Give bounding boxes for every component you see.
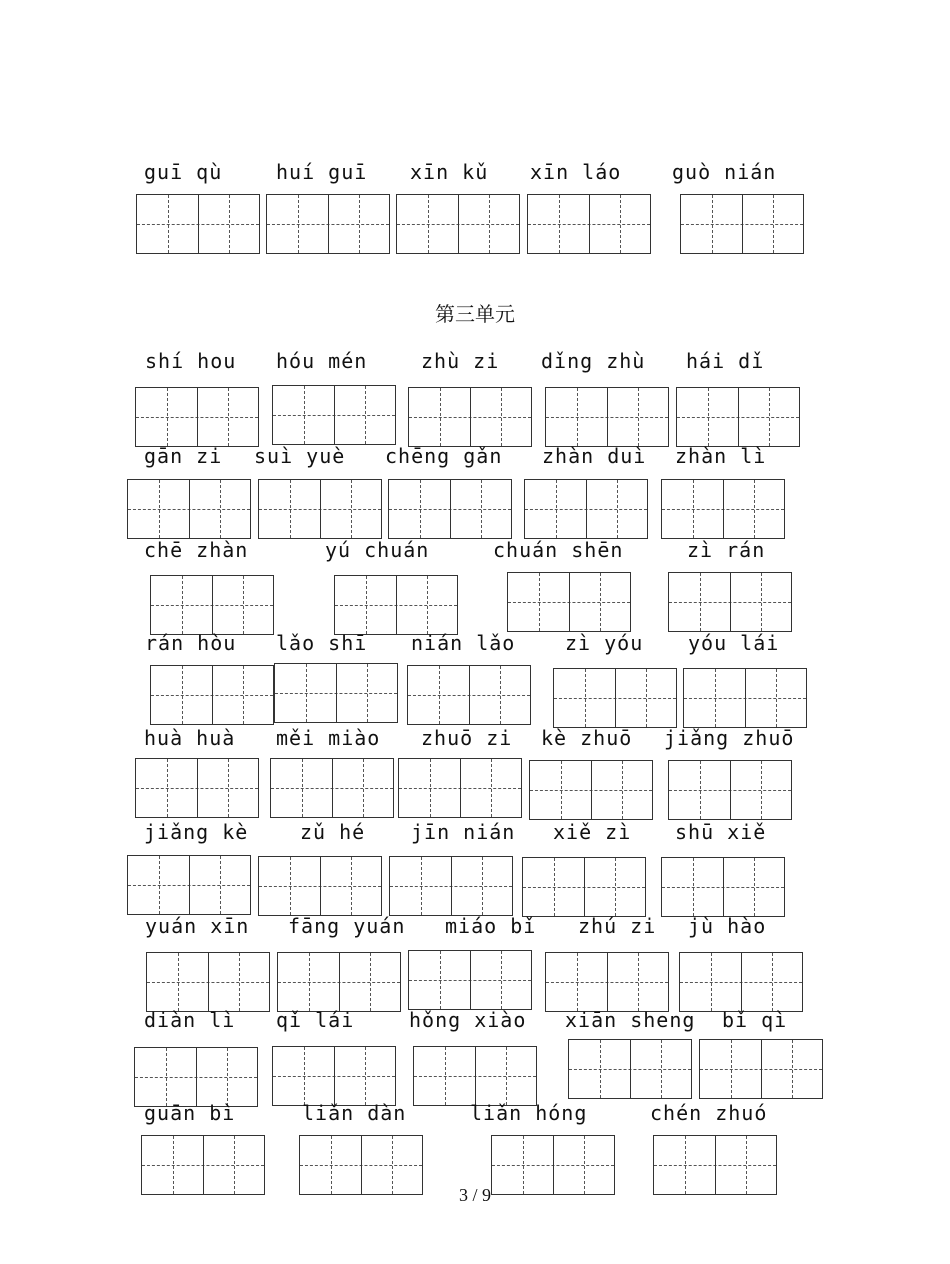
pinyin-label: zhuō zi <box>421 726 513 750</box>
writing-grid-box[interactable] <box>545 387 669 447</box>
writing-grid-box[interactable] <box>388 479 512 539</box>
pinyin-label: rán hòu <box>145 631 237 655</box>
writing-grid-box[interactable] <box>146 952 270 1012</box>
pinyin-label: gān zi <box>144 444 223 468</box>
pinyin-label: huí guī <box>276 160 368 184</box>
pinyin-label: yóu lái <box>688 631 780 655</box>
pinyin-label: hǒng xiào <box>409 1008 527 1032</box>
pinyin-label: xiě zì <box>553 820 632 844</box>
writing-grid-box[interactable] <box>334 575 458 635</box>
writing-grid-box[interactable] <box>272 385 396 445</box>
pinyin-label: fāng yuán <box>288 914 406 938</box>
pinyin-label: zhú zi <box>578 914 657 938</box>
pinyin-label: chén zhuó <box>650 1101 768 1125</box>
pinyin-label: dǐng zhù <box>541 349 646 373</box>
writing-grid-box[interactable] <box>679 952 803 1012</box>
writing-grid-box[interactable] <box>272 1046 396 1106</box>
writing-grid-box[interactable] <box>266 194 390 254</box>
unit-title: 第三单元 <box>435 302 515 326</box>
page-number: 3 / 9 <box>458 1185 491 1205</box>
writing-grid-box[interactable] <box>135 387 259 447</box>
writing-grid-box[interactable] <box>507 572 631 632</box>
pinyin-label: xīn kǔ <box>410 160 489 184</box>
writing-grid-box[interactable] <box>127 479 251 539</box>
pinyin-label: kè zhuō <box>541 726 633 750</box>
pinyin-label: huà huà <box>144 726 236 750</box>
pinyin-label: suì yuè <box>254 444 346 468</box>
writing-grid-box[interactable] <box>553 668 677 728</box>
writing-grid-box[interactable] <box>134 1047 258 1107</box>
writing-grid-box[interactable] <box>568 1039 692 1099</box>
writing-grid-box[interactable] <box>683 668 807 728</box>
writing-grid-box[interactable] <box>529 760 653 820</box>
pinyin-label: jiǎng zhuō <box>664 726 795 750</box>
writing-grid-box[interactable] <box>668 760 792 820</box>
pinyin-label: qǐ lái <box>276 1008 355 1032</box>
writing-grid-box[interactable] <box>545 952 669 1012</box>
pinyin-label: zì yóu <box>565 631 644 655</box>
pinyin-label: hái dǐ <box>686 349 765 373</box>
pinyin-label: bǐ qì <box>722 1008 788 1032</box>
pinyin-label: zì rán <box>687 538 766 562</box>
writing-grid-box[interactable] <box>270 758 394 818</box>
pinyin-label: liǎn dàn <box>302 1101 407 1125</box>
writing-grid-box[interactable] <box>396 194 520 254</box>
writing-grid-box[interactable] <box>408 387 532 447</box>
pinyin-label: jiǎng kè <box>144 820 249 844</box>
pinyin-label: jù hào <box>688 914 767 938</box>
writing-grid-box[interactable] <box>135 758 259 818</box>
pinyin-label: lǎo shī <box>276 631 368 655</box>
pinyin-label: shū xiě <box>675 820 767 844</box>
writing-grid-box[interactable] <box>527 194 651 254</box>
pinyin-label: guī qù <box>144 160 223 184</box>
pinyin-label: chuán shēn <box>493 538 624 562</box>
pinyin-label: liǎn hóng <box>470 1101 588 1125</box>
pinyin-label: jīn nián <box>411 820 516 844</box>
pinyin-label: hóu mén <box>276 349 368 373</box>
writing-grid-box[interactable] <box>668 572 792 632</box>
pinyin-label: xiān sheng <box>565 1008 696 1032</box>
writing-grid-box[interactable] <box>699 1039 823 1099</box>
writing-grid-box[interactable] <box>522 857 646 917</box>
writing-grid-box[interactable] <box>274 663 398 723</box>
pinyin-label: guān bì <box>144 1101 236 1125</box>
writing-grid-box[interactable] <box>408 950 532 1010</box>
pinyin-label: yuán xīn <box>145 914 250 938</box>
pinyin-label: diàn lì <box>144 1008 236 1032</box>
writing-grid-box[interactable] <box>398 758 522 818</box>
writing-grid-box[interactable] <box>150 575 274 635</box>
pinyin-label: miáo bǐ <box>445 914 537 938</box>
writing-grid-box[interactable] <box>680 194 804 254</box>
writing-grid-box[interactable] <box>150 665 274 725</box>
writing-grid-box[interactable] <box>136 194 260 254</box>
pinyin-label: chēng gǎn <box>385 444 503 468</box>
pinyin-label: zǔ hé <box>300 820 366 844</box>
pinyin-label: shí hou <box>145 349 237 373</box>
pinyin-label: xīn láo <box>530 160 622 184</box>
pinyin-label: nián lǎo <box>411 631 516 655</box>
writing-grid-box[interactable] <box>413 1046 537 1106</box>
writing-grid-box[interactable] <box>127 855 251 915</box>
pinyin-label: zhàn duì <box>542 444 647 468</box>
pinyin-label: měi miào <box>276 726 381 750</box>
pinyin-label: zhù zi <box>421 349 500 373</box>
writing-grid-box[interactable] <box>661 479 785 539</box>
writing-grid-box[interactable] <box>676 387 800 447</box>
pinyin-label: yú chuán <box>325 538 430 562</box>
writing-grid-box[interactable] <box>661 857 785 917</box>
pinyin-label: zhàn lì <box>675 444 767 468</box>
writing-grid-box[interactable] <box>258 479 382 539</box>
writing-grid-box[interactable] <box>407 665 531 725</box>
writing-grid-box[interactable] <box>389 856 513 916</box>
writing-grid-box[interactable] <box>277 952 401 1012</box>
pinyin-label: chē zhàn <box>144 538 249 562</box>
writing-grid-box[interactable] <box>258 856 382 916</box>
pinyin-label: guò nián <box>672 160 777 184</box>
writing-grid-box[interactable] <box>524 479 648 539</box>
